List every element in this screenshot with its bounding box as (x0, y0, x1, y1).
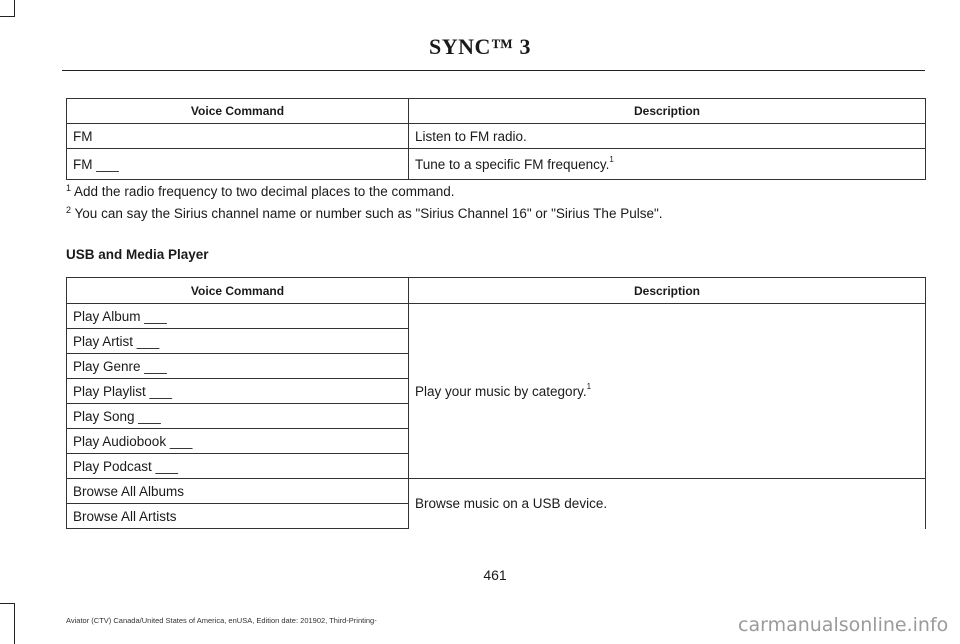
edition-footer: Aviator (CTV) Canada/United States of America, enUSA, Edition date: 201902, Third-Printing- (66, 616, 377, 625)
footnote-ref: 1 (609, 154, 614, 164)
footnote-mark: 1 (66, 183, 72, 193)
column-header-description: Description (409, 99, 926, 124)
table-row (67, 304, 926, 329)
column-header-voice-command: Voice Command (67, 99, 409, 124)
voice-command-cell: Play Album ___ (67, 304, 409, 329)
description-text: Browse music on a USB device. (415, 496, 608, 512)
table-row (67, 149, 926, 180)
crop-mark-bottom-left (0, 603, 15, 644)
voice-command-cell: Play Artist ___ (67, 329, 409, 354)
voice-command-table-fm (66, 98, 926, 180)
description-text: Play your music by category. (415, 383, 587, 399)
voice-command-cell: Play Playlist ___ (67, 379, 409, 404)
table-row (67, 479, 926, 504)
footnote-text: Add the radio frequency to two decimal places to the command. (74, 184, 455, 199)
table-row (67, 124, 926, 149)
voice-command-cell: Play Audiobook ___ (67, 429, 409, 454)
section-heading: USB and Media Player (66, 247, 209, 262)
table-header-row (67, 99, 926, 124)
voice-command-table-usb-media (66, 277, 926, 529)
column-header-voice-command: Voice Command (67, 278, 409, 304)
table-header-row (67, 278, 926, 304)
description-cell (409, 124, 926, 149)
voice-command-cell: Browse All Albums (67, 479, 409, 504)
crop-mark-top-left (0, 0, 15, 17)
voice-command-cell: Play Podcast ___ (67, 454, 409, 479)
footnote-mark: 2 (66, 205, 72, 215)
page-number: 461 (483, 567, 507, 583)
header-rule (62, 70, 925, 71)
footnote-ref: 1 (586, 381, 592, 391)
description-cell (409, 304, 926, 479)
voice-command-cell: Play Genre ___ (67, 354, 409, 379)
column-header-description: Description (409, 278, 926, 304)
voice-command-cell: FM (67, 124, 409, 149)
watermark-text: carmanualsonline.info (738, 614, 949, 636)
page-header-title: SYNC™ 3 (429, 34, 531, 59)
description-cell (409, 149, 926, 180)
footnote (66, 206, 663, 221)
footnote (66, 184, 455, 199)
footnote-text: You can say the Sirius channel name or number such as "Sirius Channel 16" or "Sirius The Pulse". (74, 206, 663, 221)
description-text: Tune to a specific FM frequency. (415, 156, 610, 172)
description-text: Listen to FM radio. (415, 128, 527, 144)
voice-command-cell: Browse All Artists (67, 504, 409, 529)
voice-command-cell: FM ___ (67, 149, 409, 180)
description-cell (409, 479, 926, 529)
voice-command-cell: Play Song ___ (67, 404, 409, 429)
